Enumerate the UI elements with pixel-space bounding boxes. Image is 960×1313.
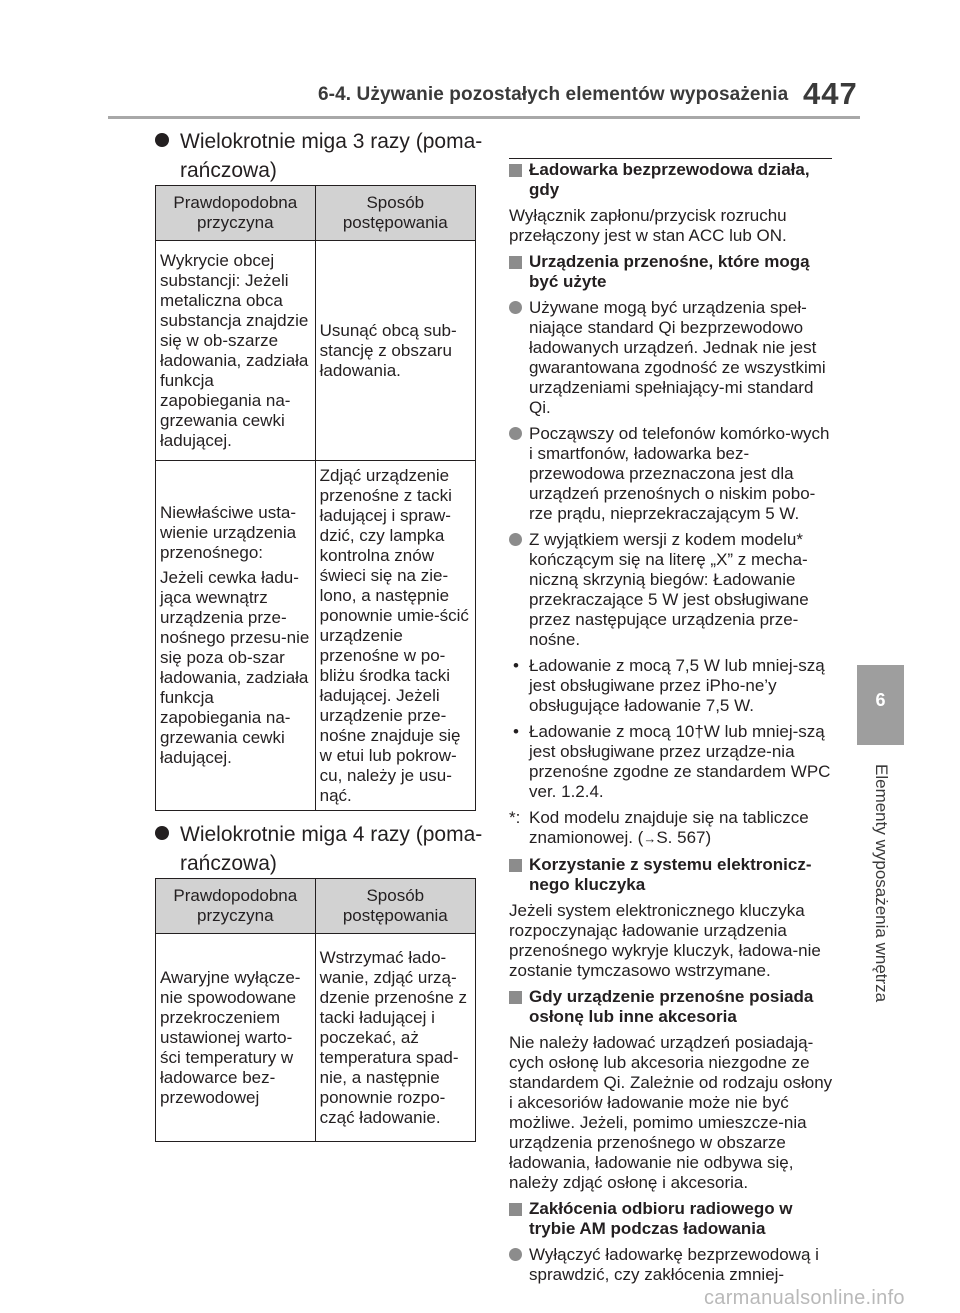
watermark: carmanualsonline.info	[704, 1287, 905, 1309]
page-number: 447	[803, 76, 858, 111]
bullet-icon	[155, 826, 169, 840]
table-header-action: Sposób postępowania	[315, 879, 475, 934]
note-bullet-item: • Ładowanie z mocą 10†W lub mniej-szą jest obsługiwane przez urządze-nia przenośne zgodne ze standardem WPC ver. 1.2.4.	[509, 722, 834, 802]
column-divider	[509, 158, 832, 159]
table-cell-cause: Awaryjne wyłącze-nie spowodowane przekroczeniem ustawionej warto-ści temperatury w ładowarce bez-przewodowej	[156, 934, 316, 1142]
header-divider	[108, 116, 860, 119]
note-dot-item: Używane mogą być urządzenia speł-niające standard Qi bezprzewodowo ładowanych urządzeń. Jednak nie jest gwarantowana zgodność ze wszystkimi urządzeniami spełniający-mi standard Qi.	[509, 298, 834, 418]
chapter-tab-label: Elementy wyposażenia wnętrza	[872, 764, 891, 1003]
page-reference-link[interactable]: S. 567)	[656, 828, 712, 847]
note-paragraph: Jeżeli system elektronicznego kluczyka rozpoczynając ładowanie urządzenia przenośnego wykryje kluczyk, ładowa-nie zostanie tymczasowo wstrzymane.	[509, 901, 821, 980]
blink-3-heading	[155, 127, 485, 185]
note-dot-item: Wyłączyć ładowarkę bezprzewodową i sprawdzić, czy zakłócenia zmniej-	[509, 1245, 834, 1285]
footnote	[509, 808, 834, 849]
table-header-cause: Prawdopodobna przyczyna	[156, 186, 316, 241]
note-bullet-item: • Ładowanie z mocą 7,5 W lub mniej-szą jest obsługiwane przez iPho-ne’y obsługujące ładowanie 7,5 W.	[509, 656, 834, 716]
arrow-icon: →	[643, 831, 657, 846]
note-heading: Korzystanie z systemu elektronicz-nego kluczyka	[509, 855, 834, 895]
table-cell-cause: Wykrycie obcej substancji: Jeżeli metaliczna obca substancja znajdzie się w ob-szarze ładowania, zadziała funkcja zapobiegania na-grzewania cewki ładującej.	[156, 241, 316, 461]
table-blink-3	[155, 185, 476, 811]
note-heading: Zakłócenia odbioru radiowego w trybie AM podczas ładowania	[509, 1199, 834, 1239]
blink-3-heading-line1: Wielokrotnie miga 3 razy (poma-	[180, 130, 483, 153]
cause-paragraph: Niewłaściwe usta-wienie urządzenia przenośnego:	[160, 503, 297, 562]
notes-column	[509, 160, 834, 1291]
table-cell-action: Zdjąć urządzenie przenośne z tacki ładującej i spraw-dzić, czy lampka kontrolna znów świeci się na zie-lono, a następnie ponownie umie-ścić urządzenie przenośne w po-bliżu środka tacki ładującej. Jeżeli urządzenie prze-nośne znajduje się w etui lub pokrow-cu, należy je usu-nąć.	[315, 461, 475, 811]
table-header-action: Sposób postępowania	[315, 186, 475, 241]
note-heading: Gdy urządzenie przenośne posiada osłonę lub inne akcesoria	[509, 987, 834, 1027]
bullet-icon	[155, 133, 169, 147]
note-dot-item: Począwszy od telefonów komórko-wych i smartfonów, ładowarka bez-przewodowa przeznaczona jest dla urządzeń przenośnych o niskim pobo-rze prądu, nieprzekraczającym 5 W.	[509, 424, 834, 524]
table-cell-action: Usunąć obcą sub-stancję z obszaru ładowania.	[315, 241, 475, 461]
section-title: 6-4. Używanie pozostałych elementów wyposażenia	[318, 84, 789, 105]
table-header-cause: Prawdopodobna przyczyna	[156, 879, 316, 934]
cause-paragraph: Jeżeli cewka ładu-jąca wewnątrz urządzenia prze-nośnego przesu-nie się poza ob-szar ładowania, zadziała funkcja zapobiegania na-grzewania cewki ładującej.	[160, 568, 310, 767]
footnote-text: Kod modelu znajduje się na tabliczce znamionowej. (	[529, 808, 809, 847]
note-paragraph: Wyłącznik zapłonu/przycisk rozruchu przełączony jest w stan ACC lub ON.	[509, 206, 787, 245]
note-heading: Urządzenia przenośne, które mogą być użyte	[509, 252, 834, 292]
table-blink-4	[155, 878, 476, 1142]
blink-4-heading-line2: rańczowa)	[180, 852, 277, 875]
blink-3-heading-line2: rańczowa)	[180, 159, 277, 182]
note-dot-item: Z wyjątkiem wersji z kodem modelu* kończącym się na literę „X” z mecha-niczną skrzynią biegów: Ładowanie przekraczające 5 W jest obsługiwane przez następujące urządzenia prze-nośne.	[509, 530, 834, 650]
note-paragraph: Nie należy ładować urządzeń posiadają-cych osłonę lub akcesoria niezgodne ze standardem Qi. Zależnie od rodzaju osłony i akcesoriów ładowanie może nie być możliwe. Jeżeli, pomimo umieszcze-nia urządzenia przenośnego w obszarze ładowania, ładowanie nie odbywa się, należy zdjąć osłonę i akcesoria.	[509, 1033, 833, 1192]
chapter-tab-number: 6	[875, 690, 886, 710]
note-heading: Ładowarka bezprzewodowa działa, gdy	[509, 160, 834, 200]
blink-4-heading-line1: Wielokrotnie miga 4 razy (poma-	[180, 823, 483, 846]
table-cell-action: Wstrzymać łado-wanie, zdjąć urzą-dzenie przenośne z tacki ładującej i poczekać, aż temperatura spad-nie, a następnie ponownie rozpo-cząć ładowanie.	[315, 934, 475, 1142]
table-cell-cause	[156, 461, 316, 811]
blink-4-heading	[155, 820, 485, 878]
